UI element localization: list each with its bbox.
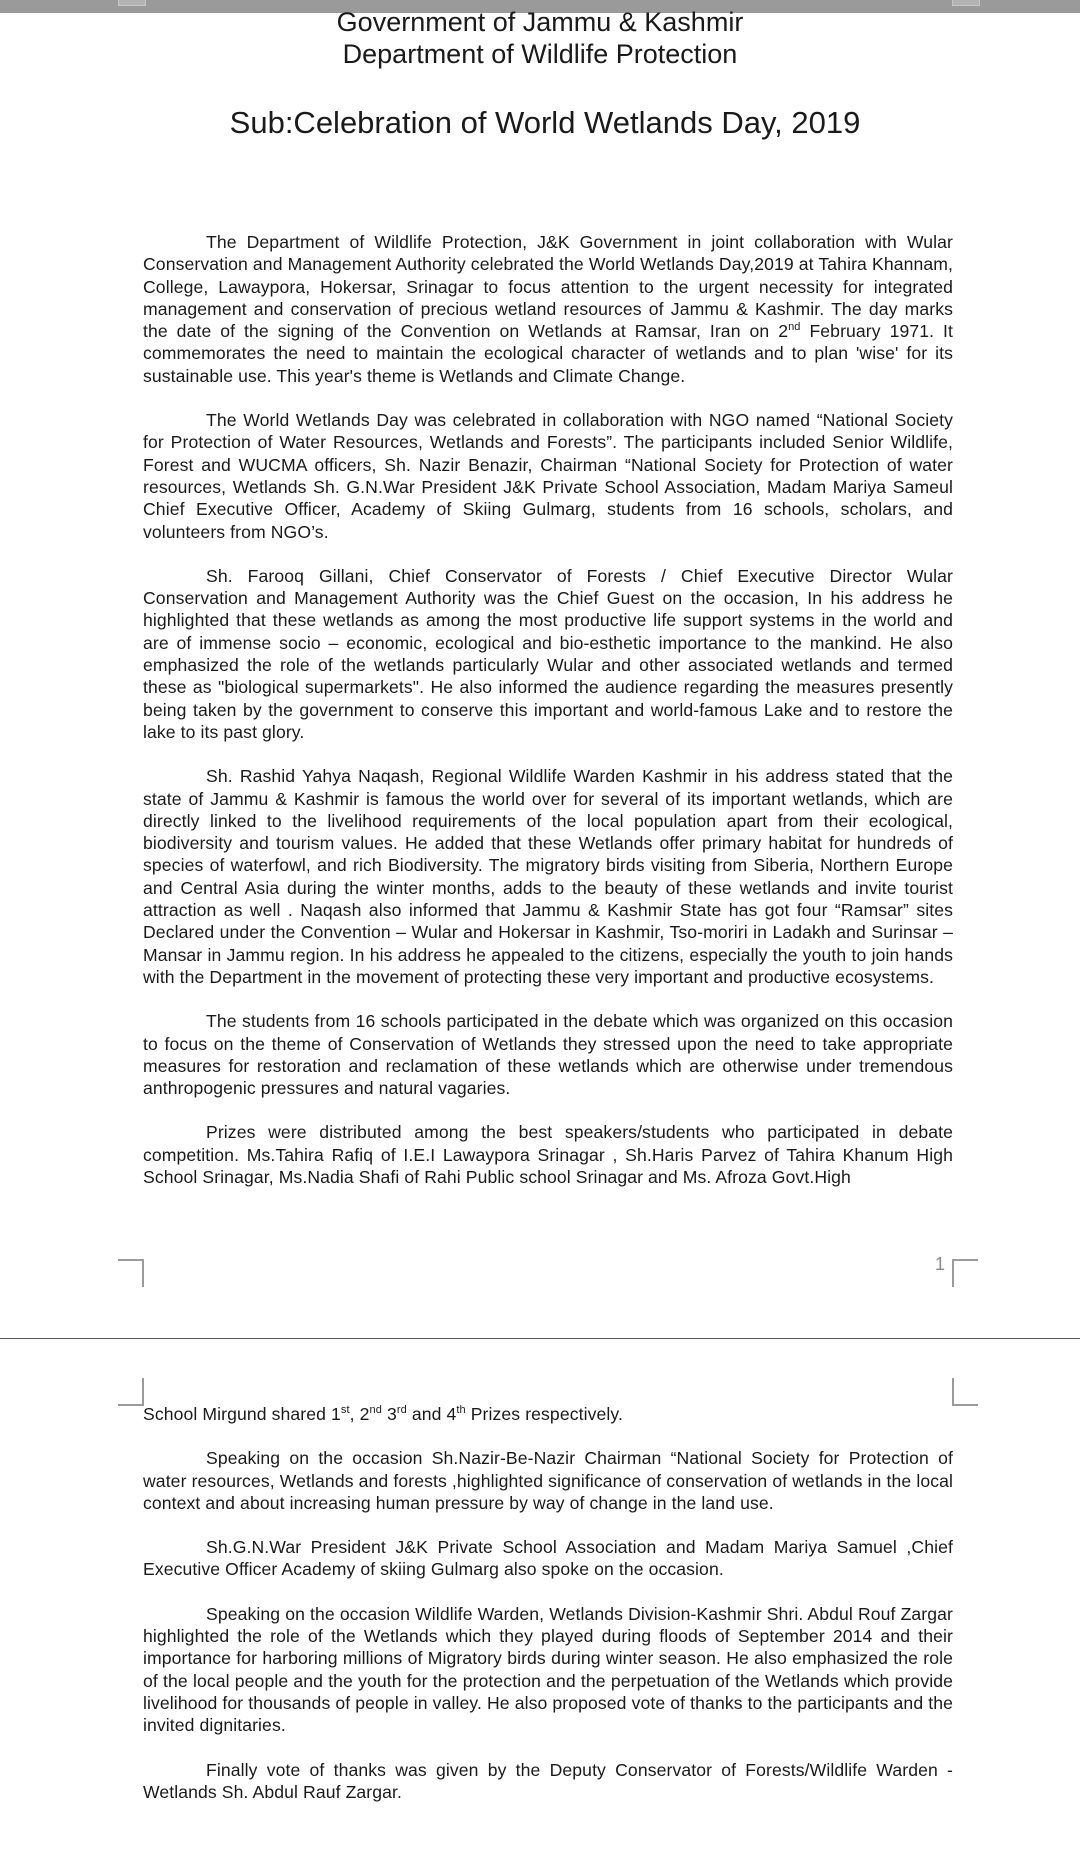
paragraph-text: , 2 [349, 1404, 370, 1424]
header-department: Department of Wildlife Protection [342, 39, 738, 69]
paragraph: Speaking on the occasion Wildlife Warden, Wetlands Division-Kashmir Shri. Abdul Rouf Zargar highlighted the role of the Wetlands which they played during floods of September 2014 and their importance for harboring millions of Migratory birds during winter season. He also emphasized the role of the local people and the youth for the protection and the perpetuation of the Wetlands which provide livelihood for thousands of people in valley. He also proposed vote of thanks to the participants and the invited dignitaries. [143, 1603, 953, 1736]
paragraph: Sh. Farooq Gillani, Chief Conservator of Forests / Chief Executive Director Wular Conservation and Management Authority was the Chief Guest on the occasion, In his address he highlighted that these wetlands as among the most productive life support systems in the world and are of immense socio – economic, ecological and bio-esthetic importance to the mankind. He also emphasized the role of the wetlands particularly Wular and other associated wetlands and termed these as "biological supermarkets". He also informed the audience regarding the measures presently being taken by the government to conserve this important and world-famous Lake and to restore the lake to its past glory. [143, 565, 953, 742]
page-break [0, 1338, 1080, 1339]
paragraph: Prizes were distributed among the best speakers/students who participated in debate competition. Ms.Tahira Rafiq of I.E.I Lawaypora Srinagar , Sh.Haris Parvez of Tahira Khanum High School Srinagar, Ms.Nadia Shafi of Rahi Public school Srinagar and Ms. Afroza Govt.High [143, 1122, 953, 1187]
header-government: Government of Jammu & Kashmir [336, 7, 744, 37]
page2-top-right-margin-mark [952, 1378, 978, 1406]
superscript: nd [788, 321, 801, 334]
continued-paragraph [143, 1403, 953, 1425]
document-subject: Sub:Celebration of World Wetlands Day, 2019 [229, 105, 861, 140]
paragraph-text: School Mirgund shared 1 [143, 1404, 341, 1424]
superscript: th [456, 1404, 466, 1417]
bottom-right-margin-mark [952, 1259, 978, 1287]
page-1-body [143, 231, 953, 1188]
paragraph: Sh. Rashid Yahya Naqash, Regional Wildlife Warden Kashmir in his address stated that the state of Jammu & Kashmir is famous the world over for several of its important wetlands, which are directly linked to the livelihood requirements of the local population apart from their ecological, biodiversity and tourism values. He added that these Wetlands offer primary habitat for hundreds of species of waterfowl, and rich Biodiversity. The migratory birds visiting from Siberia, Northern Europe and Central Asia during the winter months, adds to the beauty of these wetlands and invite tourist attraction as well . Naqash also informed that Jammu & Kashmir State has got four “Ramsar” sites Declared under the Convention – Wular and Hokersar in Kashmir, Tso-moriri in Ladakh and Surinsar – Mansar in Jammu region. In his address he appealed to the citizens, especially the youth to join hands with the Department in the movement of protecting these very important and productive ecosystems. [143, 766, 953, 987]
superscript: rd [396, 1404, 407, 1417]
paragraph: Speaking on the occasion Sh.Nazir-Be-Nazir Chairman “National Society for Protection of water resources, Wetlands and forests ,highlighted significance of conservation of wetlands in the local context and about increasing human pressure by way of change in the land use. [143, 1448, 953, 1513]
superscript: nd [369, 1404, 382, 1417]
page2-top-left-margin-mark [118, 1378, 144, 1406]
paragraph: The students from 16 schools participated in the debate which was organized on this occasion to focus on the theme of Conservation of Wetlands they stressed upon the need to take appropriate measures for restoration and reclamation of these wetlands which are otherwise under tremendous anthropogenic pressures and natural vagaries. [143, 1011, 953, 1099]
paragraph: The World Wetlands Day was celebrated in collaboration with NGO named “National Society for Protection of Water Resources, Wetlands and Forests”. The participants included Senior Wildlife, Forest and WUCMA officers, Sh. Nazir Benazir, Chairman “National Society for Protection of water resources, Wetlands Sh. G.N.War President J&K Private School Association, Madam Mariya Sameul Chief Executive Officer, Academy of Skiing Gulmarg, students from 16 schools, scholars, and volunteers from NGO’s. [143, 410, 953, 542]
bottom-left-margin-mark [118, 1259, 144, 1287]
paragraph-text: and 4 [406, 1404, 457, 1424]
paragraph [143, 231, 953, 387]
paragraph-text: February 1971. It commemorates the need to maintain the ecological character of wetlands and to plan 'wise' for its sustainable use. This year's theme is Wetlands and Climate Change. [143, 321, 954, 386]
document-header [0, 6, 1080, 70]
page-2-body [143, 1403, 953, 1803]
superscript: st [340, 1404, 350, 1417]
paragraph-text: Prizes respectively. [465, 1404, 623, 1424]
paragraph: Sh.G.N.War President J&K Private School Association and Madam Mariya Samuel ,Chief Executive Officer Academy of skiing Gulmarg also spoke on the occasion. [143, 1537, 953, 1580]
paragraph-text: The Department of Wildlife Protection, J&K Government in joint collaboration with Wular Conservation and Management Authority celebrated the World Wetlands Day,2019 at Tahira Khannam, College, Lawaypora, Hokersar, Srinagar to focus attention to the urgent necessity for integrated management and conservation of precious wetland resources of Jammu & Kashmir. The day marks the date of the signing of the Convention on Wetlands at Ramsar, Iran on 2 [143, 232, 953, 342]
paragraph-text: 3 [381, 1404, 397, 1424]
page-number: 1 [935, 1254, 946, 1274]
paragraph: Finally vote of thanks was given by the Deputy Conservator of Forests/Wildlife Warden -Wetlands Sh. Abdul Rauf Zargar. [143, 1759, 953, 1802]
